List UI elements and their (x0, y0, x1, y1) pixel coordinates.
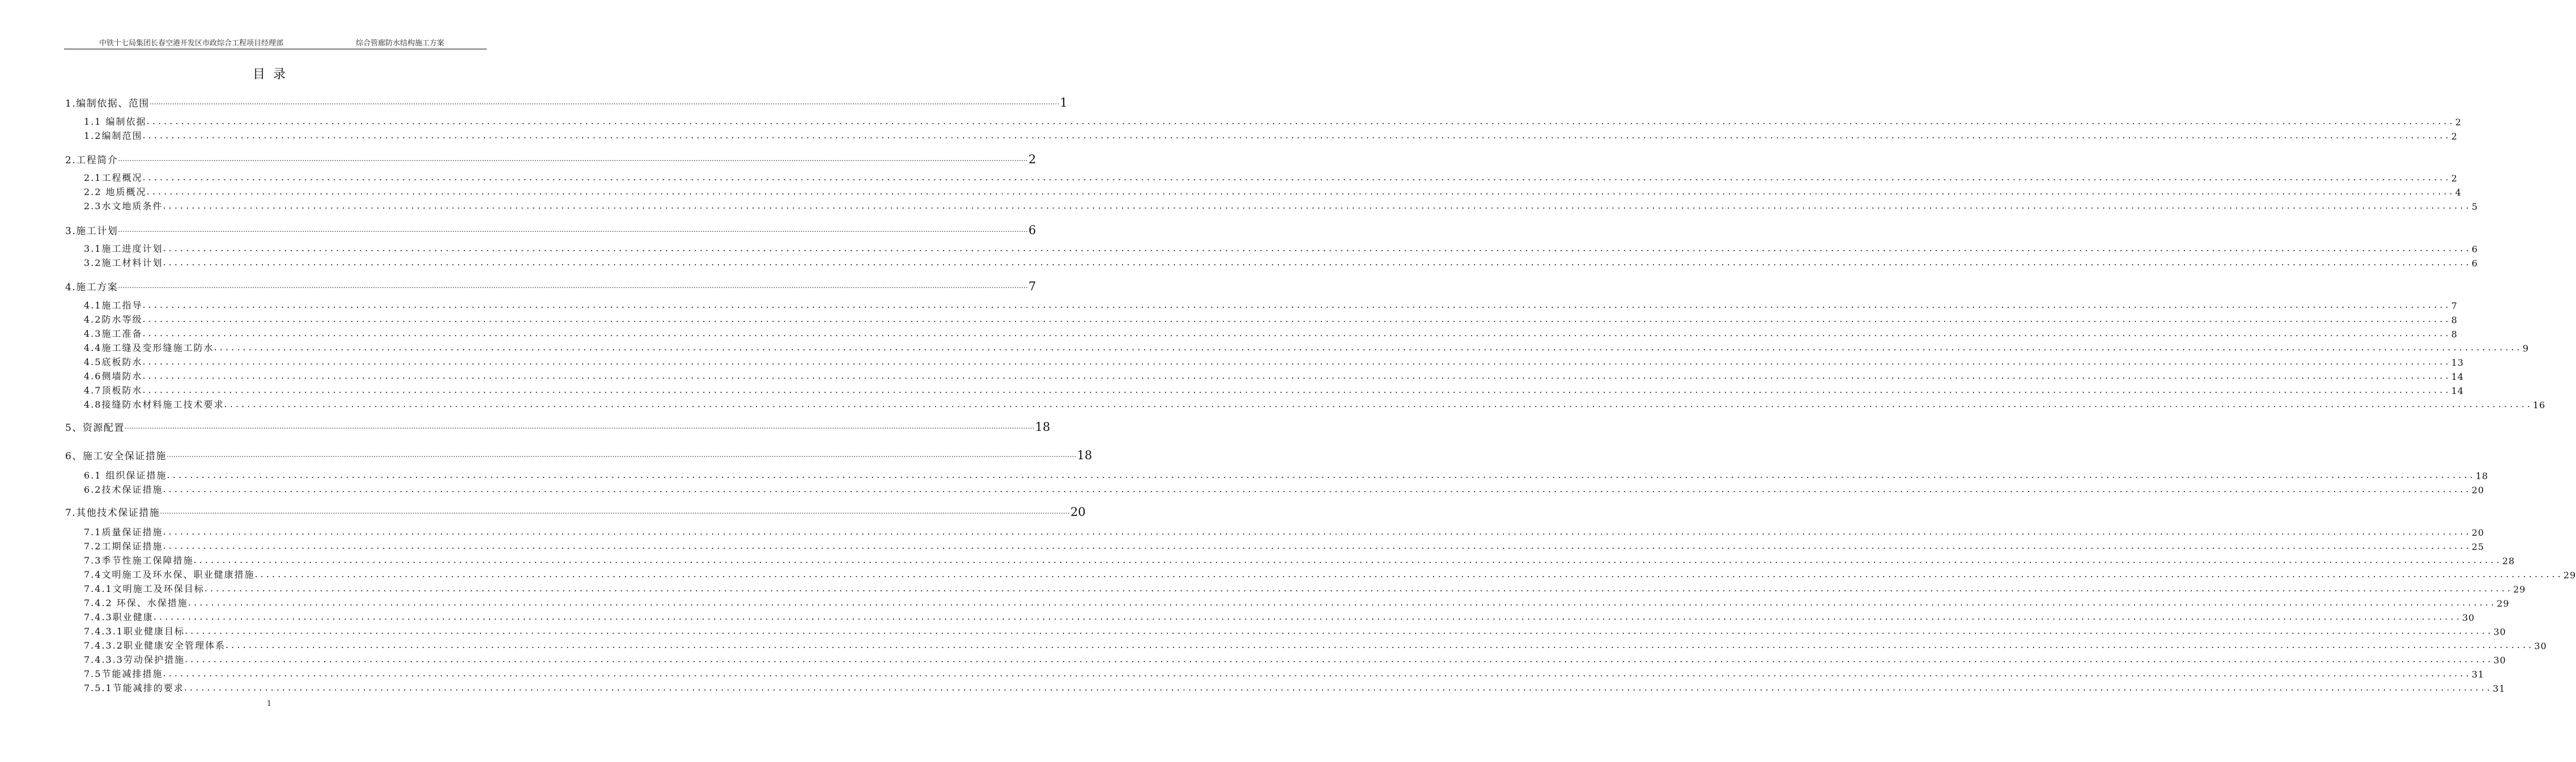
toc-entry-label: 7.4.2 环保、水保措施 (84, 598, 188, 608)
toc-entry-page: 13 (2451, 357, 2464, 368)
toc-entry-page: 14 (2451, 386, 2464, 396)
toc-leader-dots: ................................................................................................................................................................................................................................................................................................................................................................................................................ (167, 469, 2476, 480)
toc-entry-page: 7 (2451, 300, 2458, 311)
toc-entry-page: 20 (2471, 485, 2485, 496)
toc-entry-page: 18 (2475, 471, 2489, 481)
toc-entry-page: 20 (1070, 505, 1086, 519)
toc-entry-label: 4.施工方案 (65, 282, 118, 293)
toc-entry-label: 5、资源配置 (65, 422, 125, 434)
toc-entry-page: 8 (2451, 329, 2458, 340)
toc-leader-dots: ................................................................................................................................................................................................................................................................................................................................................................................................................ (160, 507, 1070, 515)
toc-entry-page: 30 (2534, 641, 2547, 651)
toc-entry-label: 4.1施工指导 (84, 300, 143, 311)
toc-entry-section[interactable] (84, 539, 2485, 552)
toc-entry-page: 16 (2532, 400, 2546, 410)
toc-entry-label: 7.4文明施工及环水保、职业健康措施 (84, 569, 255, 580)
toc-entry-page: 30 (2493, 626, 2506, 637)
toc-entry-section[interactable] (84, 369, 2464, 382)
toc-entry-page: 5 (2471, 201, 2479, 212)
toc-entry-label: 7.5.1节能减排的要求 (84, 683, 184, 693)
toc-entry-section[interactable] (84, 114, 2462, 128)
toc-entry-page: 31 (2493, 683, 2506, 694)
toc-leader-dots: ................................................................................................................................................................................................................................................................................................................................................................................................................ (153, 611, 2463, 622)
toc-entry-section[interactable] (84, 340, 2530, 354)
toc-entry-page: 6 (2471, 258, 2479, 269)
toc-leader-dots: ................................................................................................................................................................................................................................................................................................................................................................................................................ (149, 98, 1060, 106)
toc-leader-dots: ................................................................................................................................................................................................................................................................................................................................................................................................................ (163, 484, 2472, 494)
toc-leader-dots: ................................................................................................................................................................................................................................................................................................................................................................................................................ (254, 569, 2564, 579)
toc-entry-label: 1.2编制范围 (84, 130, 143, 141)
toc-entry-page: 18 (1077, 448, 1093, 462)
toc-entry-section[interactable] (84, 567, 2576, 581)
toc-entry-section[interactable] (84, 298, 2458, 311)
toc-entry-page: 7 (1028, 280, 1036, 293)
toc-entry-section[interactable] (84, 624, 2506, 637)
toc-leader-dots: ................................................................................................................................................................................................................................................................................................................................................................................................................ (163, 526, 2472, 537)
toc-entry-section[interactable] (84, 638, 2547, 651)
toc-entry-section[interactable] (84, 241, 2479, 255)
page-header (64, 35, 487, 49)
toc-leader-dots: ................................................................................................................................................................................................................................................................................................................................................................................................................ (142, 370, 2451, 381)
toc-entry-label: 3.施工计划 (65, 226, 118, 237)
toc-entry-label: 7.其他技术保证措施 (65, 507, 160, 519)
toc-leader-dots: ................................................................................................................................................................................................................................................................................................................................................................................................................ (225, 640, 2535, 650)
toc-entry-page: 2 (2455, 117, 2462, 128)
toc-entry-chapter[interactable] (65, 92, 1068, 109)
toc-entry-label: 4.4施工缝及变形缝施工防水 (84, 342, 214, 353)
toc-entry-label: 7.5节能减排措施 (84, 668, 163, 679)
toc-entry-label: 2.3水文地质条件 (84, 201, 163, 211)
toc-leader-dots: ................................................................................................................................................................................................................................................................................................................................................................................................................ (146, 186, 2455, 197)
toc-entry-label: 6.1 组织保证措施 (84, 470, 167, 481)
toc-entry-label: 4.3施工准备 (84, 328, 143, 339)
toc-entry-chapter[interactable] (65, 417, 1051, 434)
toc-leader-dots: ................................................................................................................................................................................................................................................................................................................................................................................................................ (124, 422, 1035, 430)
toc-entry-label: 6.2技术保证措施 (84, 484, 163, 495)
toc-entry-page: 8 (2451, 315, 2458, 325)
toc-leader-dots: ................................................................................................................................................................................................................................................................................................................................................................................................................ (142, 314, 2451, 324)
toc-entry-section[interactable] (84, 354, 2464, 368)
toc-entry-section[interactable] (84, 128, 2458, 142)
toc-leader-dots: ................................................................................................................................................................................................................................................................................................................................................................................................................ (166, 451, 1077, 459)
toc-leader-dots: ................................................................................................................................................................................................................................................................................................................................................................................................................ (142, 328, 2451, 338)
toc-entry-label: 7.4.3.1职业健康目标 (84, 626, 185, 637)
toc-entry-section[interactable] (84, 383, 2464, 396)
toc-entry-label: 4.6侧墙防水 (84, 371, 143, 382)
toc-entry-chapter[interactable] (65, 220, 1036, 237)
toc-entry-section[interactable] (84, 468, 2489, 481)
toc-entry-section[interactable] (84, 652, 2506, 666)
toc-entry-chapter[interactable] (65, 149, 1036, 166)
toc-leader-dots: ................................................................................................................................................................................................................................................................................................................................................................................................................ (163, 243, 2472, 253)
toc-leader-dots: ................................................................................................................................................................................................................................................................................................................................................................................................................ (204, 583, 2514, 594)
toc-entry-section[interactable] (84, 397, 2546, 410)
toc-entry-label: 4.8接缝防水材料施工技术要求 (84, 399, 224, 410)
toc-leader-dots: ................................................................................................................................................................................................................................................................................................................................................................................................................ (146, 116, 2455, 126)
toc-entry-section[interactable] (84, 482, 2485, 496)
toc-entry-label: 7.4.3.3劳动保护措施 (84, 654, 185, 665)
toc-entry-page: 18 (1035, 420, 1051, 434)
toc-leader-dots: ................................................................................................................................................................................................................................................................................................................................................................................................................ (118, 282, 1028, 290)
toc-entry-section[interactable] (84, 326, 2458, 340)
toc-entry-section[interactable] (84, 680, 2506, 694)
toc-entry-label: 2.1工程概况 (84, 172, 143, 183)
toc-entry-label: 7.3季节性施工保障措施 (84, 555, 194, 566)
toc-entry-chapter[interactable] (65, 445, 1093, 462)
toc-entry-chapter[interactable] (65, 276, 1036, 293)
toc-leader-dots: ................................................................................................................................................................................................................................................................................................................................................................................................................ (163, 540, 2472, 551)
toc-entry-section[interactable] (84, 595, 2510, 609)
toc-entry-label: 4.2防水等级 (84, 314, 143, 325)
toc-leader-dots: ................................................................................................................................................................................................................................................................................................................................................................................................................ (142, 384, 2451, 395)
toc-entry-page: 29 (2497, 598, 2510, 609)
toc-entry-section[interactable] (84, 198, 2479, 212)
toc-title: 目录 (252, 67, 294, 82)
toc-entry-page: 6 (1028, 223, 1036, 237)
toc-leader-dots: ................................................................................................................................................................................................................................................................................................................................................................................................................ (184, 625, 2494, 636)
toc-leader-dots: ................................................................................................................................................................................................................................................................................................................................................................................................................ (184, 682, 2493, 693)
toc-entry-label: 7.4.3职业健康 (84, 612, 154, 623)
toc-entry-section[interactable] (84, 581, 2526, 595)
header-organization: 中铁十七局集团长春空港开发区市政综合工程项目经理部 (99, 39, 284, 48)
toc-entry-page: 2 (2451, 173, 2458, 184)
toc-leader-dots: ................................................................................................................................................................................................................................................................................................................................................................................................................ (214, 342, 2523, 353)
toc-entry-page: 31 (2471, 669, 2485, 680)
toc-entry-page: 28 (2502, 556, 2515, 566)
toc-entry-section[interactable] (84, 524, 2485, 538)
toc-entry-page: 30 (2493, 655, 2506, 666)
toc-entry-label: 6、施工安全保证措施 (65, 451, 167, 462)
toc-entry-chapter[interactable] (65, 502, 1086, 519)
toc-entry-page: 6 (2471, 244, 2479, 255)
toc-entry-page: 25 (2471, 541, 2485, 552)
toc-leader-dots: ................................................................................................................................................................................................................................................................................................................................................................................................................ (142, 356, 2451, 367)
toc-entry-label: 2.工程简介 (65, 155, 118, 166)
toc-entry-section[interactable] (84, 184, 2462, 198)
toc-entry-section[interactable] (84, 666, 2485, 680)
toc-entry-page: 20 (2471, 527, 2485, 538)
toc-entry-label: 2.2 地质概况 (84, 187, 147, 197)
toc-entry-label: 1.编制依据、范围 (65, 98, 150, 109)
toc-entry-label: 3.1施工进度计划 (84, 243, 163, 254)
toc-entry-section[interactable] (84, 553, 2515, 566)
toc-leader-dots: ................................................................................................................................................................................................................................................................................................................................................................................................................ (184, 654, 2494, 664)
toc-leader-dots: ................................................................................................................................................................................................................................................................................................................................................................................................................ (163, 257, 2472, 268)
toc-leader-dots: ................................................................................................................................................................................................................................................................................................................................................................................................................ (224, 399, 2533, 409)
toc-entry-section[interactable] (84, 170, 2458, 184)
toc-entry-page: 1 (1060, 96, 1068, 109)
toc-entry-section[interactable] (84, 255, 2479, 269)
toc-entry-page: 2 (2451, 131, 2458, 142)
toc-entry-page: 29 (2513, 584, 2526, 595)
toc-entry-page: 30 (2462, 612, 2475, 623)
toc-leader-dots: ................................................................................................................................................................................................................................................................................................................................................................................................................ (163, 668, 2472, 679)
toc-leader-dots: ................................................................................................................................................................................................................................................................................................................................................................................................................ (118, 226, 1028, 234)
toc-leader-dots: ................................................................................................................................................................................................................................................................................................................................................................................................................ (142, 130, 2451, 141)
toc-entry-page: 9 (2522, 343, 2530, 354)
toc-entry-label: 4.5底板防水 (84, 357, 143, 367)
toc-entry-page: 29 (2563, 570, 2576, 581)
toc-entry-label: 1.1 编制依据 (84, 116, 147, 127)
toc-entry-label: 7.4.1文明施工及环保目标 (84, 583, 205, 594)
toc-entry-section[interactable] (84, 609, 2475, 623)
toc-leader-dots: ................................................................................................................................................................................................................................................................................................................................................................................................................ (142, 299, 2451, 310)
toc-leader-dots: ................................................................................................................................................................................................................................................................................................................................................................................................................ (142, 172, 2451, 183)
page-number: 1 (266, 700, 272, 708)
toc-entry-page: 14 (2451, 371, 2464, 382)
toc-leader-dots: ................................................................................................................................................................................................................................................................................................................................................................................................................ (163, 200, 2472, 211)
toc-entry-label: 7.4.3.2职业健康安全管理体系 (84, 640, 226, 651)
toc-leader-dots: ................................................................................................................................................................................................................................................................................................................................................................................................................ (193, 554, 2502, 565)
toc-entry-page: 2 (1028, 153, 1036, 166)
header-document-title: 综合管廊防水结构施工方案 (356, 39, 445, 48)
toc-leader-dots: ................................................................................................................................................................................................................................................................................................................................................................................................................ (118, 155, 1028, 163)
toc-leader-dots: ................................................................................................................................................................................................................................................................................................................................................................................................................ (188, 597, 2497, 608)
toc-entry-page: 4 (2455, 187, 2462, 198)
toc-entry-label: 4.7顶板防水 (84, 385, 143, 396)
toc-entry-label: 7.1质量保证措施 (84, 527, 163, 537)
toc-entry-section[interactable] (84, 312, 2458, 325)
toc-entry-label: 3.2施工材料计划 (84, 257, 163, 268)
toc-entry-label: 7.2工期保证措施 (84, 541, 163, 552)
